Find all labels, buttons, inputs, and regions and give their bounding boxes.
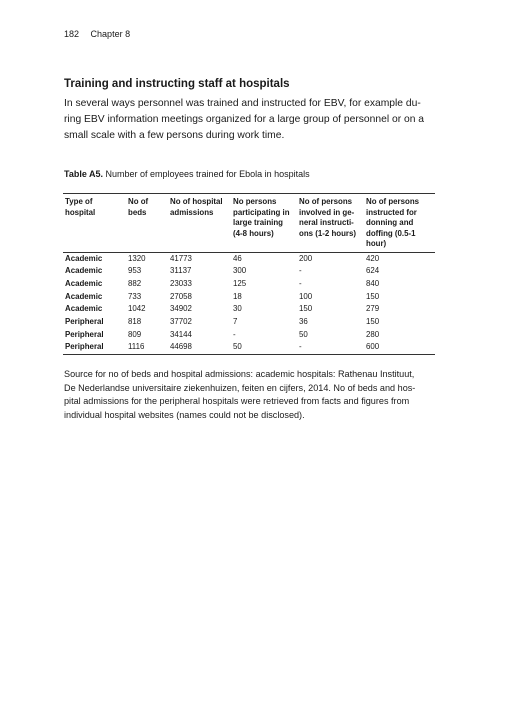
table-cell: 882 (128, 278, 142, 288)
table-cell: 150 (366, 317, 380, 327)
paragraph-line: small scale with a few persons during work time. (64, 130, 285, 141)
source-line: individual hospital websites (names could not be disclosed). (64, 409, 305, 420)
column-header-line: hour) (366, 239, 387, 248)
column-header-line: hospital (65, 207, 96, 217)
column-header-line: No of persons (299, 197, 353, 206)
table-caption (64, 169, 310, 179)
column-header-line: No of hospital (170, 197, 223, 206)
table-cell: 150 (299, 304, 313, 314)
source-note (64, 368, 447, 422)
column-header-line: ons (1-2 hours) (299, 228, 356, 238)
table-cell: 200 (299, 253, 313, 263)
table-cell: 818 (128, 317, 142, 327)
column-header-line: involved in ge- (299, 207, 355, 217)
training-table (63, 193, 435, 355)
table-cell: 31137 (170, 266, 192, 276)
table-cell: 150 (366, 291, 380, 301)
column-header-line: doffing (0.5-1 (366, 228, 416, 238)
table-cell: 36 (299, 317, 308, 327)
table-cell: 420 (366, 253, 380, 263)
column-header-line: participating in (233, 207, 290, 217)
table-cell: 953 (128, 266, 142, 276)
column-header (63, 194, 126, 253)
table-cell: 50 (299, 329, 308, 339)
hospital-type-cell: Peripheral (65, 317, 104, 327)
column-header-line: No of (128, 197, 149, 206)
page-number: 182 (64, 29, 80, 39)
table-header-row (63, 194, 435, 253)
table-caption-label: Table A5. (64, 169, 104, 179)
column-header (231, 194, 297, 253)
hospital-type-cell: Peripheral (65, 329, 104, 339)
table-row (63, 341, 435, 354)
hospital-type-cell: Peripheral (65, 342, 104, 352)
table-row (63, 303, 435, 316)
table-row (63, 291, 435, 304)
hospital-type-cell: Academic (65, 266, 103, 276)
column-header-line: admissions (170, 207, 214, 217)
table-cell: 46 (233, 253, 242, 263)
table-cell: - (299, 342, 302, 352)
column-header-line: neral instructi- (299, 218, 354, 227)
table-cell: 1042 (128, 304, 146, 314)
table-row (63, 278, 435, 291)
table-cell: 600 (366, 342, 380, 352)
hospital-type-cell: Academic (65, 253, 103, 263)
column-header (297, 194, 364, 253)
table-cell: 30 (233, 304, 242, 314)
intro-paragraph (64, 96, 447, 144)
table-cell: 733 (128, 291, 142, 301)
column-header (126, 194, 168, 253)
table-cell: 18 (233, 291, 242, 301)
chapter-label: Chapter 8 (90, 29, 131, 39)
table-cell: 300 (233, 266, 247, 276)
table-cell: - (299, 278, 302, 288)
table-cell: 840 (366, 278, 380, 288)
column-header-line: No persons (233, 197, 277, 206)
table-cell: 125 (233, 278, 247, 288)
table-cell: 34144 (170, 329, 192, 339)
table-cell: 100 (299, 291, 313, 301)
table-row (63, 265, 435, 278)
paragraph-line: ring EBV information meetings organized for a large group of personnel or on a (64, 114, 425, 125)
table-body (63, 252, 435, 355)
section-title: Training and instructing staff at hospitals (64, 78, 290, 90)
paragraph-line: In several ways personnel was trained and instructed for EBV, for example du- (64, 98, 421, 109)
column-header (168, 194, 231, 253)
table-row (63, 252, 435, 265)
column-header-line: No of persons (366, 197, 420, 206)
table-cell: 7 (233, 317, 238, 327)
column-header-line: instructed for (366, 207, 417, 217)
table-cell: 809 (128, 329, 142, 339)
table-row (63, 329, 435, 342)
hospital-type-cell: Academic (65, 278, 103, 288)
column-header-line: Type of (65, 197, 93, 206)
column-header-line: (4-8 hours) (233, 228, 274, 238)
hospital-type-cell: Academic (65, 304, 103, 314)
hospital-type-cell: Academic (65, 291, 103, 301)
table-cell: - (299, 266, 302, 276)
column-header-line: donning and (366, 218, 414, 227)
column-header-line: large training (233, 218, 283, 227)
table-cell: - (233, 329, 236, 339)
table-cell: 23033 (170, 278, 192, 288)
table-cell: 37702 (170, 317, 192, 327)
running-head (64, 29, 130, 39)
table-cell: 34902 (170, 304, 192, 314)
source-line: pital admissions for the peripheral hospitals were retrieved from facts and figures from (64, 396, 410, 406)
table-caption-text: Number of employees trained for Ebola in hospitals (103, 169, 310, 179)
source-line: De Nederlandse universitaire ziekenhuizen, feiten en cijfers, 2014. No of beds and hos- (64, 382, 416, 393)
table-cell: 280 (366, 329, 380, 339)
table-row (63, 316, 435, 329)
table-cell: 41773 (170, 253, 192, 263)
table-cell: 50 (233, 342, 242, 352)
column-header-line: beds (128, 207, 147, 217)
table-cell: 279 (366, 304, 380, 314)
table-cell: 624 (366, 266, 380, 276)
source-line: Source for no of beds and hospital admissions: academic hospitals: Rathenau Instituut, (64, 369, 415, 379)
table-cell: 1116 (128, 342, 145, 352)
table-cell: 44698 (170, 342, 192, 352)
table-cell: 1320 (128, 253, 146, 263)
table-cell: 27058 (170, 291, 192, 301)
column-header (364, 194, 435, 253)
